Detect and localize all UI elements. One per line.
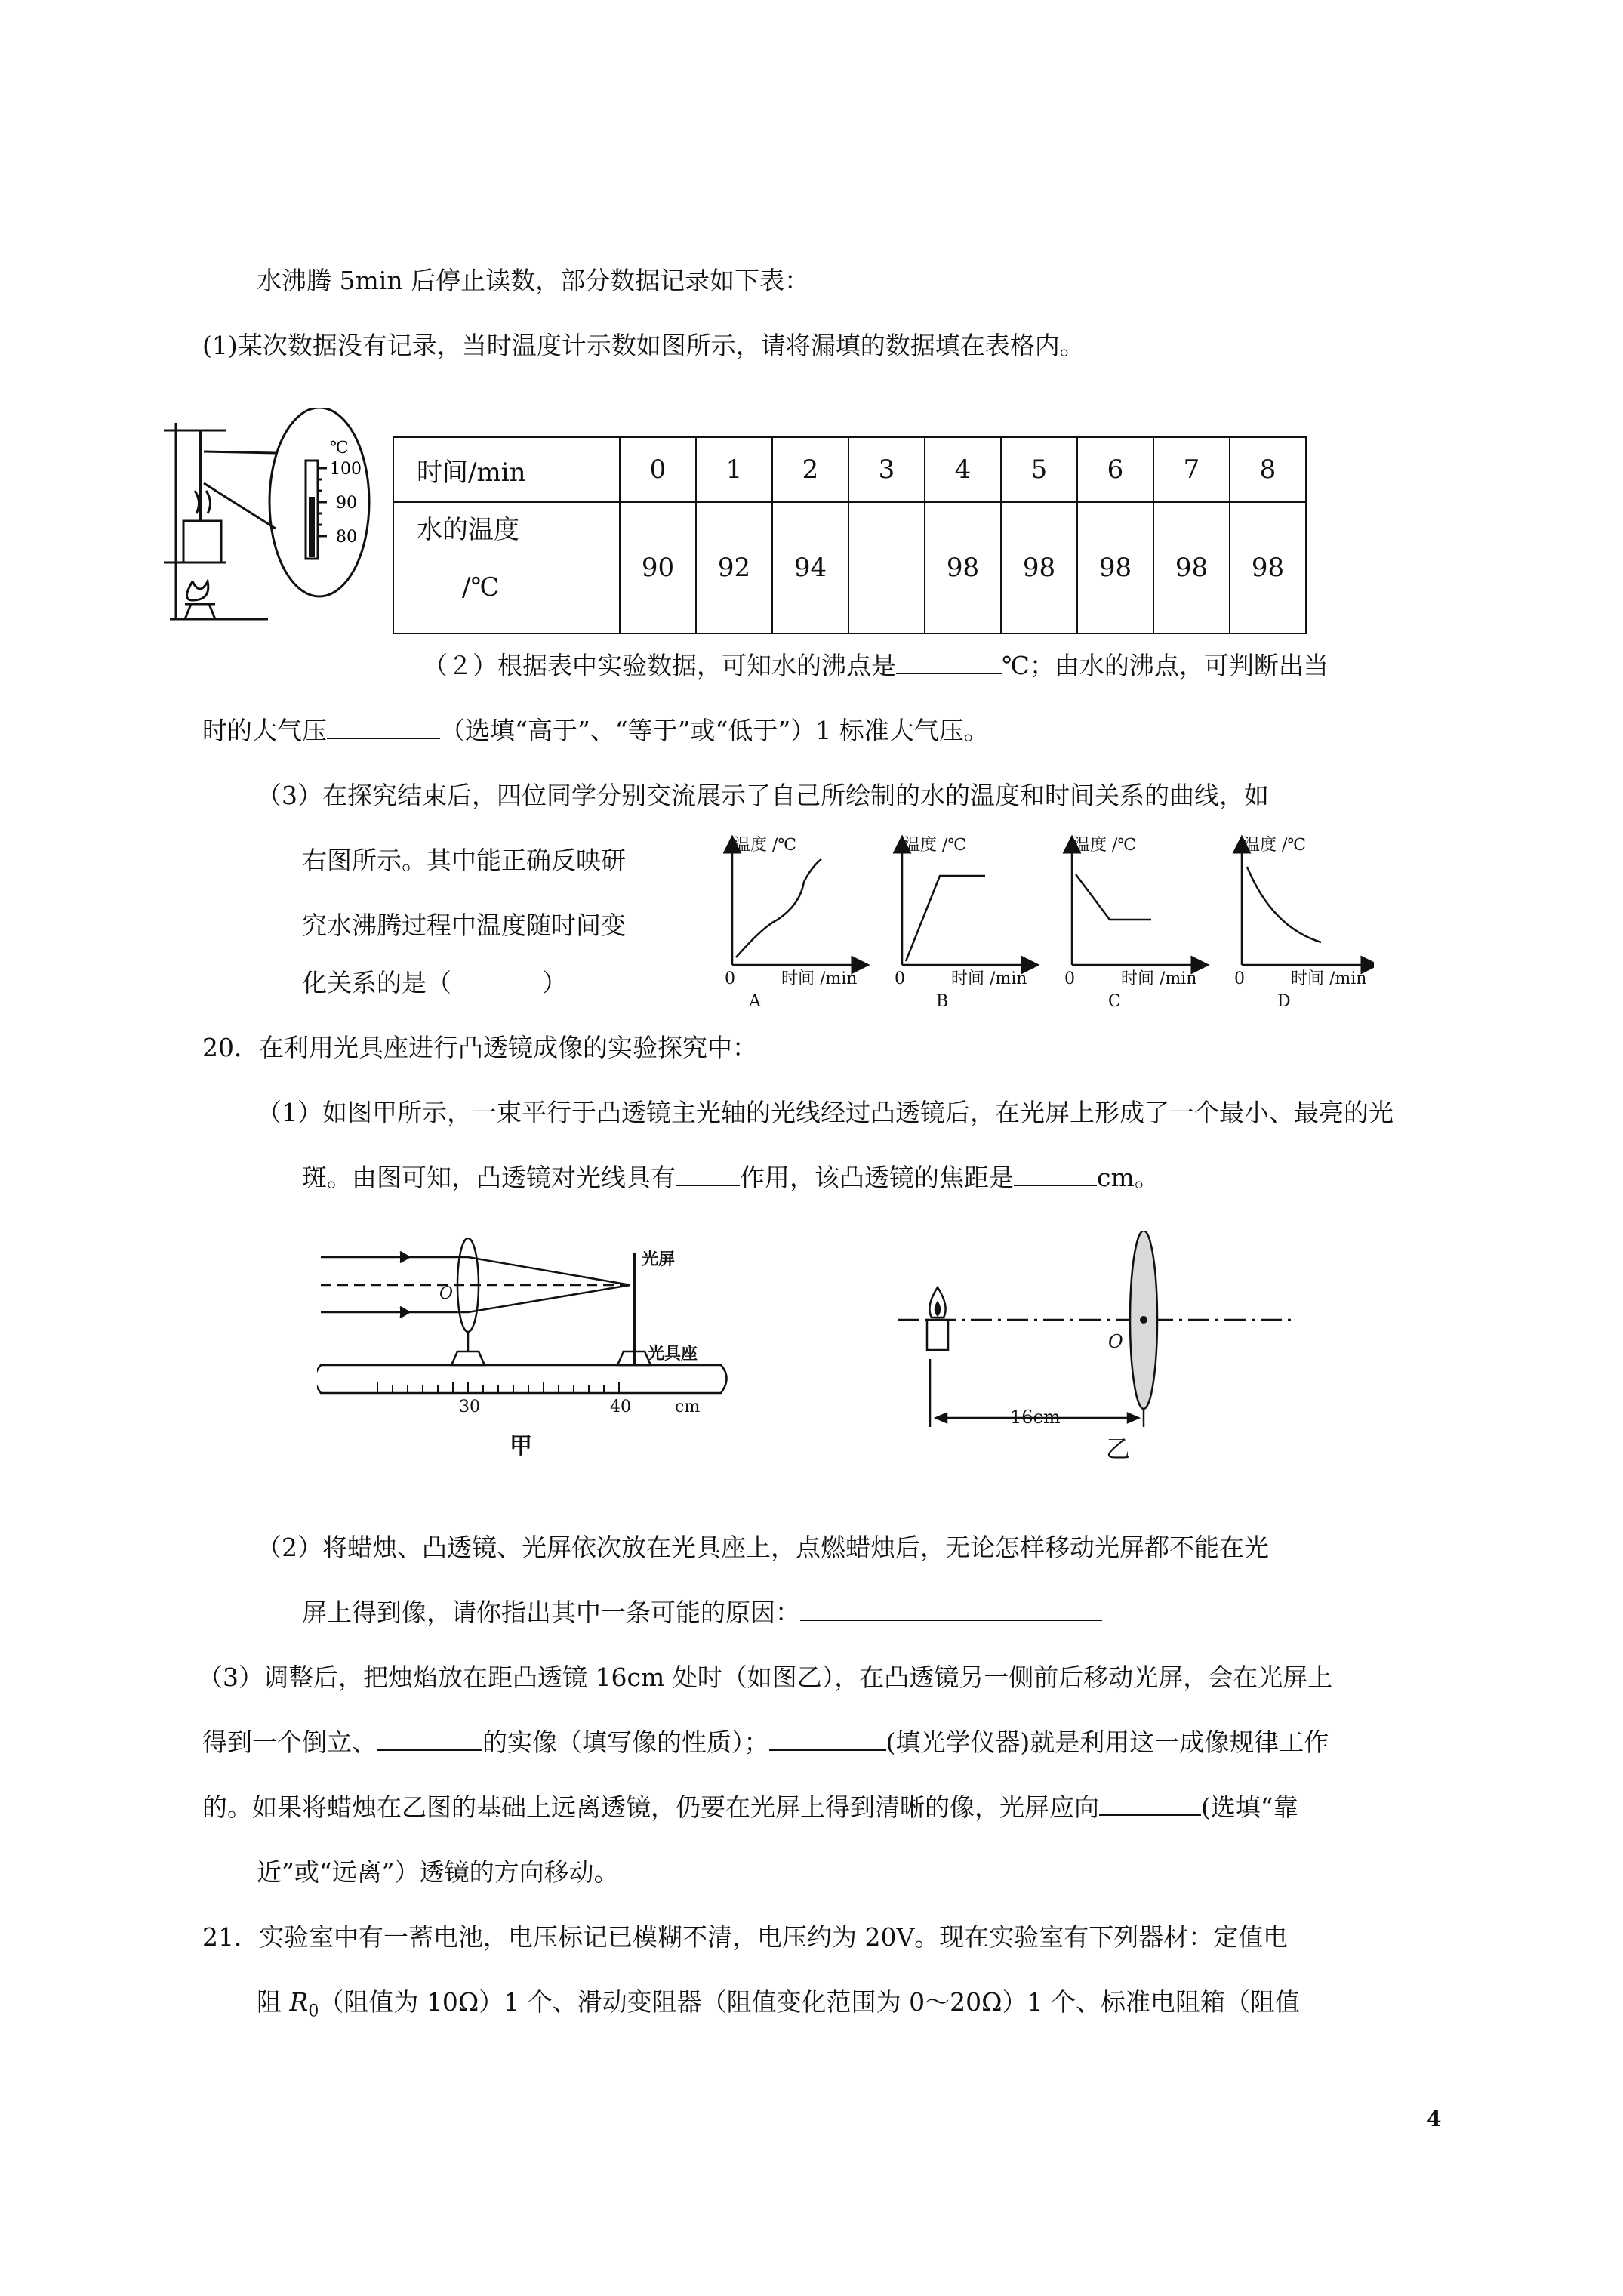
temperature-header [393, 502, 620, 633]
time-cell: 4 [925, 437, 1001, 502]
text-q20-2-line-2: 屏上得到像，请你指出其中一条可能的原因： [302, 1596, 1102, 1629]
table-row-time [393, 437, 1306, 502]
graph-c-ylabel: 温度 /℃ [1073, 836, 1137, 855]
yi-distance-label: 16cm [1010, 1407, 1061, 1428]
text-q2-line-1: （２）根据表中实验数据，可知水的沸点是 ℃；由水的沸点，可判断出当 [423, 651, 1329, 680]
screen-direction-blank[interactable] [1099, 1792, 1201, 1816]
jia-caption: 甲 [510, 1433, 532, 1459]
graph-d-xlabel: 时间 /min [1291, 969, 1367, 988]
thermometer-tick-100: 100 [330, 460, 362, 479]
text-q20-3-line-1: （3）调整后，把烛焰放在距凸透镜 16cm 处时（如图乙），在凸透镜另一侧前后移动光屏，会在光屏上 [198, 1663, 1333, 1692]
text-q3-line-1: （3）在探究结束后，四位同学分别交流展示了自己所绘制的水的温度和时间关系的曲线，如 [257, 781, 1269, 810]
time-cell: 3 [848, 437, 925, 502]
temperature-cell: 94 [772, 502, 848, 633]
time-cell: 1 [696, 437, 772, 502]
text-q20-3-line-4: 近”或“远离”）透镜的方向移动。 [257, 1857, 619, 1887]
pressure-blank[interactable] [327, 715, 440, 739]
jia-screen-label: 光屏 [642, 1250, 676, 1269]
temperature-graphs [710, 829, 1374, 1018]
temperature-label: 水的温度 [417, 515, 519, 545]
time-header: 时间/min [393, 437, 620, 502]
jia-lens-label: O [439, 1284, 454, 1303]
table-row-temperature [393, 502, 1306, 633]
curve-b [906, 876, 985, 961]
thermometer-tick-80: 80 [336, 528, 357, 547]
temperature-cell: 98 [1230, 502, 1306, 633]
curve-a [736, 859, 821, 957]
focal-length-blank[interactable] [1014, 1162, 1097, 1186]
optical-instrument-blank[interactable] [769, 1727, 886, 1751]
temperature-cell: 98 [1153, 502, 1230, 633]
temperature-cell-missing[interactable] [848, 502, 925, 633]
boiling-apparatus-figure [155, 408, 396, 627]
image-property-blank[interactable] [377, 1727, 482, 1751]
text-q20-1-line-2: 斑。由图可知，凸透镜对光线具有 作用，该凸透镜的焦距是 cm。 [302, 1163, 1160, 1192]
graph-d-origin: 0 [1234, 969, 1245, 988]
lens-effect-blank[interactable] [676, 1162, 740, 1186]
data-table [393, 436, 1307, 634]
graph-d-label: D [1277, 992, 1291, 1011]
text-line-1: 水沸腾 5min 后停止读数，部分数据记录如下表： [257, 266, 810, 295]
text-q3-line-4: 化关系的是（ ） [302, 968, 567, 997]
jia-tick-40: 40 [610, 1398, 631, 1416]
boiling-point-blank[interactable] [896, 650, 1002, 674]
text-q20-3-line-3: 的。如果将蜡烛在乙图的基础上远离透镜，仍要在光屏上得到清晰的像，光屏应向 (选填“靠 [202, 1792, 1298, 1822]
yi-caption: 乙 [1106, 1435, 1131, 1463]
thermometer-mercury [309, 497, 315, 557]
text-q20-1-line-1: （1）如图甲所示，一束平行于凸透镜主光轴的光线经过凸透镜后，在光屏上形成了一个最小、最亮的光 [257, 1098, 1394, 1127]
thermometer-tick-90: 90 [336, 494, 357, 513]
page-number: 4 [1427, 2106, 1442, 2131]
graph-a-label: A [749, 992, 761, 1011]
text-q20-2-line-1: （2）将蜡烛、凸透镜、光屏依次放在光具座上，点燃蜡烛后，无论怎样移动光屏都不能在光 [257, 1533, 1269, 1562]
temperature-cell: 98 [925, 502, 1001, 633]
temperature-cell: 98 [1001, 502, 1077, 633]
curve-d [1247, 867, 1321, 942]
time-cell: 7 [1153, 437, 1230, 502]
temperature-cell: 92 [696, 502, 772, 633]
jia-tick-30: 30 [459, 1398, 480, 1416]
graph-b-origin: 0 [895, 969, 905, 988]
yi-lens-label: O [1108, 1331, 1123, 1352]
graph-b-ylabel: 温度 /℃ [904, 836, 967, 855]
figure-yi-candle-lens [898, 1231, 1306, 1472]
graph-b-xlabel: 时间 /min [951, 969, 1027, 988]
text-q3-line-3: 究水沸腾过程中温度随时间变 [302, 911, 626, 940]
graph-a-origin: 0 [725, 969, 735, 988]
yi-lens-center [1140, 1316, 1147, 1324]
graph-a-xlabel: 时间 /min [781, 969, 858, 988]
temperature-cell: 90 [620, 502, 696, 633]
graph-c-origin: 0 [1064, 969, 1075, 988]
question-21-line-1: 21．实验室中有一蓄电池，电压标记已模糊不清，电压约为 20V。现在实验室有下列器材：定值电 [202, 1922, 1289, 1952]
time-cell: 8 [1230, 437, 1306, 502]
temperature-unit: /℃ [462, 572, 500, 603]
reason-blank[interactable] [800, 1597, 1102, 1621]
graph-b-label: B [936, 992, 949, 1011]
question-20-title: 20．在利用光具座进行凸透镜成像的实验探究中： [202, 1033, 757, 1062]
time-cell: 6 [1077, 437, 1153, 502]
time-cell: 2 [772, 437, 848, 502]
curve-c [1076, 874, 1151, 920]
time-cell: 5 [1001, 437, 1077, 502]
question-21-line-2: 阻 $R_0$（阻值为 10Ω）1 个、滑动变阻器（阻值变化范围为 0～20Ω）1 个、标准电阻箱（阻值 [257, 1987, 1301, 2021]
jia-unit: cm [675, 1398, 701, 1416]
text-q3-line-2: 右图所示。其中能正确反映研 [302, 846, 626, 875]
text-line-2: (1)某次数据没有记录，当时温度计示数如图所示，请将漏填的数据填在表格内。 [202, 331, 1085, 360]
graph-d-ylabel: 温度 /℃ [1243, 836, 1307, 855]
text-q2-line-2: 时的大气压 （选填“高于”、“等于”或“低于”）1 标准大气压。 [202, 716, 989, 745]
thermometer-unit: ℃ [330, 439, 349, 458]
temperature-cell: 98 [1077, 502, 1153, 633]
graph-c-label: C [1108, 992, 1121, 1011]
time-cell: 0 [620, 437, 696, 502]
figure-jia-optical-bench [317, 1238, 740, 1465]
graph-a-ylabel: 温度 /℃ [734, 836, 797, 855]
text-q20-3-line-2: 得到一个倒立、 的实像（填写像的性质）； (填光学仪器)就是利用这一成像规律工作 [202, 1727, 1329, 1757]
jia-bench-label: 光具座 [648, 1344, 698, 1364]
graph-c-xlabel: 时间 /min [1121, 969, 1197, 988]
